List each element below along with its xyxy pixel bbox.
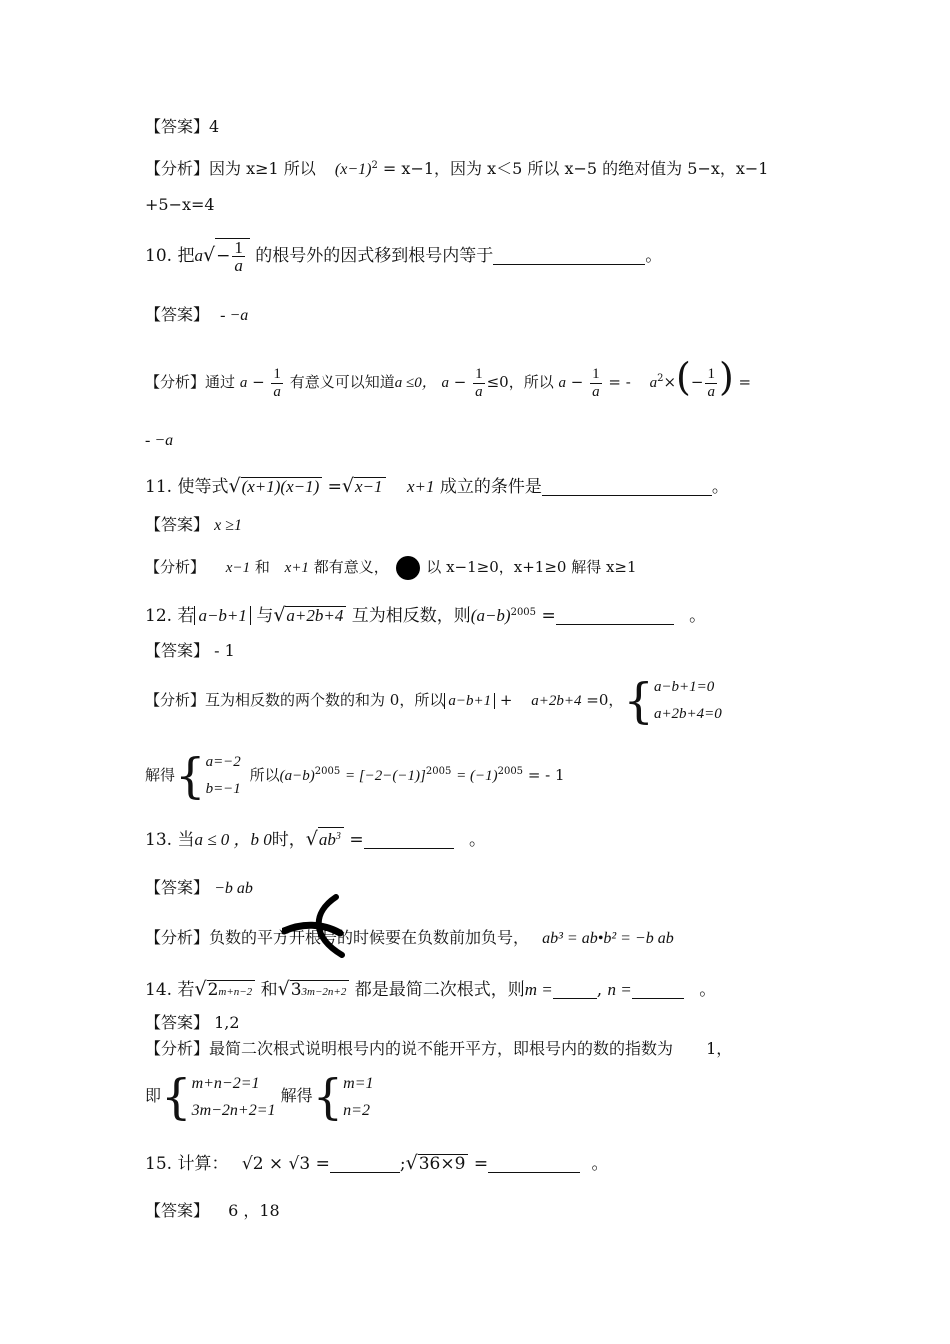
q12-eq: = <box>541 606 556 626</box>
q11-answer-label: 【答案】 <box>145 515 210 534</box>
q13-sqrt-expr: ab <box>318 830 336 849</box>
q14-sqrt-icon-2: √ <box>277 978 290 1000</box>
q15-num: 15. 计算： <box>145 1154 229 1174</box>
q13-when: 时， <box>271 830 306 850</box>
q10-analysis-eq: = <box>738 373 752 391</box>
q12-brace-icon-2: { <box>175 748 206 804</box>
q10-analysis-line2-text: - −a <box>145 432 174 449</box>
q13-answer-value: −b ab <box>214 880 253 897</box>
q11-num: 11. 使等式 <box>145 477 229 497</box>
q12-analysis-label: 【分析】 <box>145 691 206 709</box>
ink-stroke-mark <box>282 893 352 959</box>
q14-m-label: m = <box>524 980 553 999</box>
q10-analysis-label: 【分析】 <box>145 373 206 391</box>
q10-fraction: $\frac{1}{a}$ <box>234 238 243 275</box>
q11-expr-left: (x+1)(x−1) <box>241 477 323 496</box>
q14-num: 14. 若 <box>145 980 195 1000</box>
q12-power-sup: 2005 <box>510 607 537 618</box>
q14-and: 和 <box>260 980 278 1000</box>
q10-analysis-times: × <box>663 373 677 391</box>
q14-analysis-one: 1， <box>706 1039 733 1058</box>
q9-analysis-mid: = x−1，因为 x＜5 所以 x−5 的绝对值为 5−x，x−1 <box>382 159 769 178</box>
q12-system-2: a=−2 b=−1 <box>205 754 241 797</box>
q14-answer-label: 【答案】 <box>145 1013 210 1032</box>
q14-m-blank[interactable] <box>553 982 597 999</box>
q12-analysis-eq0: =0， <box>586 691 624 709</box>
q14-system-2: m=1 n=2 <box>343 1074 374 1119</box>
q10-period: 。 <box>645 246 663 266</box>
q10-question-text: 的根号外的因式移到根号内等于 <box>255 246 494 266</box>
q11-sqrt-icon-2: √ <box>341 475 355 497</box>
q14-answer-value: 1,2 <box>214 1013 240 1032</box>
q14-sqrt-icon: √ <box>194 978 207 1000</box>
q11-analysis-b: x+1 <box>284 560 309 576</box>
q15-sep: ; <box>399 1154 406 1174</box>
q13-eq: = <box>349 830 364 850</box>
q14-systems <box>145 1066 374 1126</box>
q11-analysis-rest: 以 x−1≥0，x+1≥0 解得 x≥1 <box>426 558 637 576</box>
q13-answer-label: 【答案】 <box>145 878 210 897</box>
q15-answer-label: 【答案】 <box>145 1201 210 1220</box>
q13-analysis-expr: ab³ = ab•b² = −b ab <box>542 930 674 947</box>
q13-cond: a ≤ 0 ，b 0 <box>194 830 272 849</box>
q14-n-blank[interactable] <box>632 982 684 999</box>
q10-analysis-line2 <box>145 430 173 451</box>
q12-analysis-sqrt: a+2b+4 <box>531 693 582 709</box>
q12-chain2: = (−1) <box>456 768 498 784</box>
q13-sqrt-icon: √ <box>305 828 318 850</box>
q12-so-sup: 2005 <box>314 766 341 777</box>
q15-expr2: 36×9 <box>418 1154 469 1173</box>
q11-expr-eq: = <box>327 477 342 497</box>
q10-analysis-part3: ≤0，所以 <box>486 373 554 391</box>
q15-blank-2[interactable] <box>488 1156 580 1173</box>
q10-answer <box>145 305 248 326</box>
q12-answer-label: 【答案】 <box>145 641 210 660</box>
q15-expr1: √2 × √3 = <box>241 1154 330 1174</box>
q12-system-1: a−b+1=0 a+2b+4=0 <box>653 679 722 722</box>
q14-answer <box>145 1013 240 1033</box>
q10-analysis-cond: a ≤0， <box>394 375 437 391</box>
q11-analysis-label: 【分析】 <box>145 558 206 576</box>
q11-expr-right: x−1 <box>354 477 386 496</box>
q12-result: = - 1 <box>527 766 565 784</box>
q12-question-text: 互为相反数，则 <box>351 606 471 626</box>
q13-answer-blank[interactable] <box>364 832 454 849</box>
q12-solve-label: 解得 <box>145 766 176 784</box>
q14-sqrt1: 2 <box>207 980 219 1000</box>
q14-analysis-label: 【分析】 <box>145 1039 210 1058</box>
q9-analysis-expr: (x−1) <box>334 161 372 178</box>
q10-question: 10. 把a√− $\frac{1}{a}$ 的根号外的因式移到根号内等于 。 <box>145 238 663 275</box>
q11-answer-value: x ≥1 <box>214 517 242 534</box>
q12-with: 与 <box>256 606 274 626</box>
q10-sqrt-icon: √ <box>202 244 216 266</box>
q12-num: 12. 若 <box>145 606 195 626</box>
q13-analysis-label: 【分析】 <box>145 928 210 947</box>
q10-num: 10. 把 <box>145 246 195 266</box>
q13-analysis <box>145 928 674 949</box>
q11-answer <box>145 515 242 536</box>
q15-question <box>145 1150 608 1177</box>
q13-sqrt-sup: 3 <box>335 831 341 842</box>
q13-answer <box>145 878 253 899</box>
q9-analysis <box>145 156 769 180</box>
q12-solution <box>145 742 565 806</box>
q10-analysis: 【分析】通过 a − $\frac{1}{a}$ 有意义可以知道a ≤0， a − $\frac{1}{a}$ ≤0，所以 a − $\frac{1}{a}$ = - $a^2\times(-$ $\frac{1}{a}$ ) = <box>145 355 752 400</box>
q14-system-1: m+n−2=1 3m−2n+2=1 <box>191 1074 276 1119</box>
q12-abs-expr: a−b+1 <box>194 606 250 625</box>
q14-n-label: n = <box>607 980 632 999</box>
q11-analysis-a: x−1 <box>225 560 251 576</box>
q11-expr-extra: x+1 <box>406 477 435 496</box>
q12-chain2-sup: 2005 <box>497 766 524 777</box>
q13-period: 。 <box>468 830 486 850</box>
q12-period: 。 <box>689 606 707 626</box>
q11-sqrt-icon: √ <box>228 475 241 497</box>
q14-brace-icon: { <box>161 1068 192 1125</box>
q14-sqrt2: 3 <box>290 980 302 1000</box>
q15-answer <box>145 1201 280 1221</box>
q14-solve-label: 解得 <box>280 1086 313 1105</box>
q9-analysis-sup: 2 <box>371 160 378 171</box>
q14-question: 14. 若√2m+n−2 和√33m−2n+2 都是最简二次根式，则m = , n = 。 <box>145 978 717 1000</box>
q11-period: 。 <box>711 477 729 497</box>
q14-ji: 即 <box>145 1086 162 1105</box>
q11-analysis <box>145 556 637 580</box>
q14-analysis <box>145 1039 732 1059</box>
q15-sqrt-icon: √ <box>405 1152 418 1174</box>
ink-blot-dot <box>396 556 420 580</box>
q15-answer-value: 6 ，18 <box>228 1201 280 1220</box>
q12-analysis-text: 互为相反数的两个数的和为 0，所以 <box>205 691 445 709</box>
q14-brace-icon-2: { <box>312 1068 344 1125</box>
q14-period: 。 <box>699 980 717 1000</box>
q12-answer <box>145 641 235 661</box>
q12-analysis-plus: + <box>499 691 513 709</box>
q12-so: 所以 <box>249 766 280 784</box>
q10-var: a <box>194 246 203 265</box>
q12-power-expr: (a−b) <box>470 606 511 625</box>
q11-answer-blank[interactable] <box>542 479 712 496</box>
q14-question-text: 都是最简二次根式，则 <box>354 980 525 1000</box>
q10-analysis-part1: 通过 <box>205 373 236 391</box>
q11-question <box>145 473 729 500</box>
q9-analysis-line2: +5−x=4 <box>145 195 215 214</box>
q12-answer-blank[interactable] <box>556 608 674 625</box>
q15-blank-1[interactable] <box>330 1156 400 1173</box>
q14-sup2: 3m−2n+2 <box>301 986 347 998</box>
q12-chain-sup: 2005 <box>425 766 452 777</box>
q15-period: 。 <box>591 1154 609 1174</box>
q10-answer-blank[interactable] <box>493 248 645 265</box>
q10-analysis-part4: = - <box>608 373 631 391</box>
q15-eq: = <box>473 1154 489 1174</box>
q13-num: 13. 当 <box>145 830 195 850</box>
q14-analysis-text: 最简二次根式说明根号内的说不能开平方，即根号内的数的指数为 <box>209 1039 674 1058</box>
q13-analysis-text: 负数的平方开根号的时候要在负数前加负号， <box>209 928 530 947</box>
q14-sup1: m+n−2 <box>218 986 253 998</box>
q10-analysis-part2: 有意义可以知道 <box>289 373 395 391</box>
q12-so-expr: (a−b) <box>279 768 315 784</box>
q10-answer-label: 【答案】 <box>145 305 210 324</box>
q11-question-text: 成立的条件是 <box>439 477 542 497</box>
q12-sqrt-icon: √ <box>273 604 286 626</box>
q9-answer: 【答案】4 <box>145 117 220 136</box>
q13-question <box>145 826 486 853</box>
q9-analysis-prefix: 【分析】因为 x≥1 所以 <box>145 159 316 178</box>
q11-analysis-and: 和 <box>254 558 270 576</box>
q12-question <box>145 600 706 629</box>
q11-analysis-text: 都有意义， <box>313 558 389 576</box>
q12-answer-value: - 1 <box>214 641 235 660</box>
q12-analysis-abs: a−b+1 <box>444 693 495 709</box>
q10-answer-value: - −a <box>220 307 249 324</box>
q12-chain: = [−2−(−1)] <box>344 768 426 784</box>
q12-analysis <box>145 670 722 731</box>
q12-brace-icon: { <box>623 673 654 729</box>
q12-sqrt-expr: a+2b+4 <box>285 606 346 625</box>
